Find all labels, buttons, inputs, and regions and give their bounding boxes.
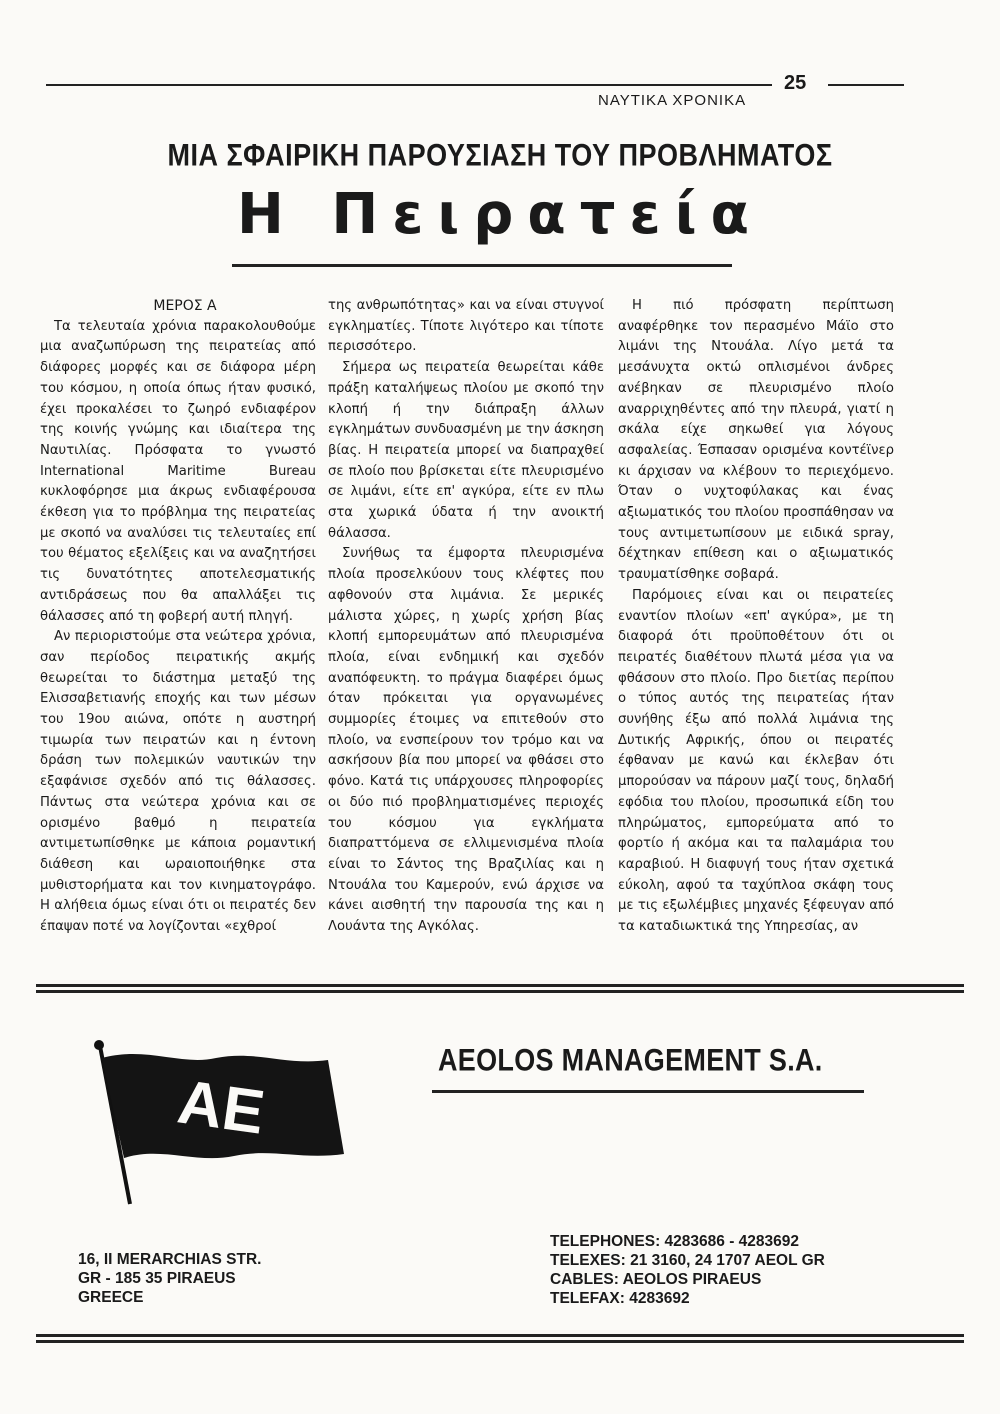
company-flag-logo bbox=[86, 1036, 346, 1206]
company-address bbox=[78, 1250, 261, 1307]
article-title: Η Πειρατεία bbox=[237, 182, 763, 247]
contact-line-telephones: TELEPHONES: 4283686 - 4283692 bbox=[550, 1233, 799, 1250]
paragraph: Συνήθως τα έμφορτα πλευρισμένα πλοία προσελκύουν τους κλέφτες που αφθονούν στα λιμάνια. Σε μερικές μάλιστα χώρες, η χωρίς χρήση βίας κλοπή εμπορευμάτων από πλευρισμένα πλοία, είναι ενδημική και σχεδόν αναπόφευκτη. το πράγμα διαφέρει όμως όταν πρόκειται για οργανωμένες συμμορίες έτοιμες να επιτεθούν στο πλοίο, να ενσπείρουν τον τρόμο και να ασκήσουν βία που μπορεί να φθάσει στο φόνο. Κατά τις υπάρχουσες πληροφορίες οι δύο πιό προβληματισμένες περιοχές του κόσμου για εγκλήματα διαπραττόμενα σε ελλιμενισμένα πλοία είναι το Σάντος της Βραζιλίας και η Ντουάλα του Καμερούν, ενώ άρχισε να κάνει αισθητή την παρουσία της και η Λουάντα της Αγκόλας. bbox=[328, 546, 604, 935]
company-underline bbox=[432, 1090, 864, 1093]
company-contacts bbox=[550, 1232, 825, 1308]
header-rule-right bbox=[828, 84, 904, 86]
paragraph: Η πιό πρόσφατη περίπτωση αναφέρθηκε τον περασμένο Μάϊο στο λιμάνι της Ντουάλα. Λίγο μετά τα μεσάνυχτα οκτώ οπλισμένοι άνδρες ανέβηκαν σε πλευρισμένο πλοίο αναρριχηθέντες από την πλευρά, γιατί η σκάλα είχε σηκωθεί για λόγους ασφαλείας. Έσπασαν ορισμένα κοντέϊνερ κι άρχισαν να κλέβουν το περιεχόμενο. Όταν ο νυχτοφύλακας και ένας αξιωματικός του πλοίου προσπάθησαν να τους αντιμετωπίσουν με ειδικά spray, δέχτηκαν επίθεση και ο αξιωματικός τραυματίσθηκε σοβαρά. bbox=[618, 298, 894, 583]
contact-line-telefax: TELEFAX: 4283692 bbox=[550, 1290, 690, 1307]
paragraph: Σήμερα ως πειρατεία θεωρείται κάθε πράξη καταλήψεως πλοίου με σκοπό την κλοπή ή την διάπραξη άλλων εγκλημάτων συνδυασμένη με την άσκηση βίας. Η πειρατεία μπορεί να διαπραχθεί σε πλοίο που βρίσκεται είτε πλευρισμένο σε λιμάνι, είτε επ' αγκύρα, είτε εν πλω στα χωρικά ύδατα ή την ανοικτή θάλασσα. bbox=[328, 360, 604, 541]
ad-bottom-rule bbox=[36, 1334, 964, 1343]
publication-name: ΝΑΥΤΙΚΑ ΧΡΟΝΙΚΑ bbox=[598, 92, 747, 109]
article-column-3 bbox=[618, 296, 894, 938]
article-column-2 bbox=[328, 296, 604, 938]
paragraph: Αν περιοριστούμε στα νεώτερα χρόνια, σαν περίοδος πειρατικής ακμής θεωρείται το διάστημα μεταξύ της Ελισσαβετιανής εποχής και των μέσων του 19ου αιώνα, οπότε η αυστηρή τιμωρία των πειρατών και η έντονη δράση των πολεμικών ναυτικών την εξαφάνισε σχεδόν από τις θάλασσες. Πάντως στα νεώτερα χρόνια και σε ορισμένο βαθμό η πειρατεία αντιμετωπίσθηκε με κάποια ρομαντική διάθεση και ωραιοποιήθηκε στα μυθιστορήματα και τον κινηματογράφο. Η αλήθεια όμως είναι ότι οι πειρατές δεν έπαψαν ποτέ να λογίζονται «εχθροί bbox=[40, 629, 316, 935]
flag-pole-top bbox=[94, 1040, 104, 1050]
article-kicker: ΜΙΑ ΣΦΑΙΡΙΚΗ ΠΑΡΟΥΣΙΑΣΗ ΤΟΥ ΠΡΟΒΛΗΜΑΤΟΣ bbox=[167, 137, 833, 173]
flag-logo-letters: AE bbox=[173, 1067, 269, 1148]
title-rule bbox=[232, 264, 732, 267]
contact-line-telexes: TELEXES: 21 3160, 24 1707 AEOL GR bbox=[550, 1252, 825, 1269]
article-column-1 bbox=[40, 296, 316, 938]
address-line: GREECE bbox=[78, 1289, 144, 1306]
contact-line-cables: CABLES: AEOLOS PIRAEUS bbox=[550, 1271, 762, 1288]
address-line: GR - 185 35 PIRAEUS bbox=[78, 1270, 236, 1287]
paragraph: της ανθρωπότητας» και να είναι στυγνοί εγκληματίες. Τίποτε λιγότερο και τίποτε περισσότερο. bbox=[328, 298, 604, 355]
address-line: 16, II MERARCHIAS STR. bbox=[78, 1251, 262, 1268]
ad-top-rule bbox=[36, 984, 964, 993]
paragraph: Παρόμοιες είναι και οι πειρατείες εναντίον πλοίων «επ' αγκύρα», με τη διαφορά ότι προϋποθέτουν ότι οι πειρατές διαθέτουν πλωτά μέσα για να φθάσουν στο πλοίο. Προ διετίας περίπου ο τύπος αυτός της πειρατείας ήταν συνήθης έξω από πολλά λιμάνια της Δυτικής Αφρικής, όπου οι πειρατές έφθαναν με κανώ και έκλεβαν ότι μπορούσαν να πάρουν μαζί τους, δηλαδή εφόδια του πλοίου, προσωπικά είδη του πληρώματος, εμπορεύματα από το φορτίο ή ακόμα και τα παλαμάρια του καραβιού. Η διαφυγή τους ήταν σχετικά εύκολη, αφού τα ταχύπλοα σκάφη τους με τις εξωλέμβιες μηχανές ξέφευγαν από τα καταδιωκτικά της Υπηρεσίας, αν bbox=[618, 587, 894, 935]
paragraph: Τα τελευταία χρόνια παρακολουθούμε μια αναζωπύρωση της πειρατείας από διάφορες μορφές και σε διάφορα μέρη του κόσμου, η οποία όπως ήταν φυσικό, έχει προκαλέσει το ζωηρό ενδιαφέρον της κοινής γνώμης και ιδιαίτερα της Ναυτιλίας. Πρόσφατα το γνωστό International Maritime Bureau κυκλοφόρησε μια άκρως ενδιαφέρουσα έκθεση για το πρόβλημα της πειρατείας με σκοπό να αναλύσει τις τελευταίες επί του θέματος εξελίξεις και να αναζητήσει τις δυνατότητες αποτελεσματικής αντιδράσεως που θα απαλλάξει τις θάλασσες από τη φοβερή αυτή πληγή. bbox=[40, 318, 316, 624]
page-number: 25 bbox=[784, 72, 807, 94]
part-heading: ΜΕΡΟΣ Α bbox=[153, 298, 217, 314]
header-rule-left bbox=[46, 84, 772, 86]
company-name: AEOLOS MANAGEMENT S.A. bbox=[438, 1043, 823, 1078]
